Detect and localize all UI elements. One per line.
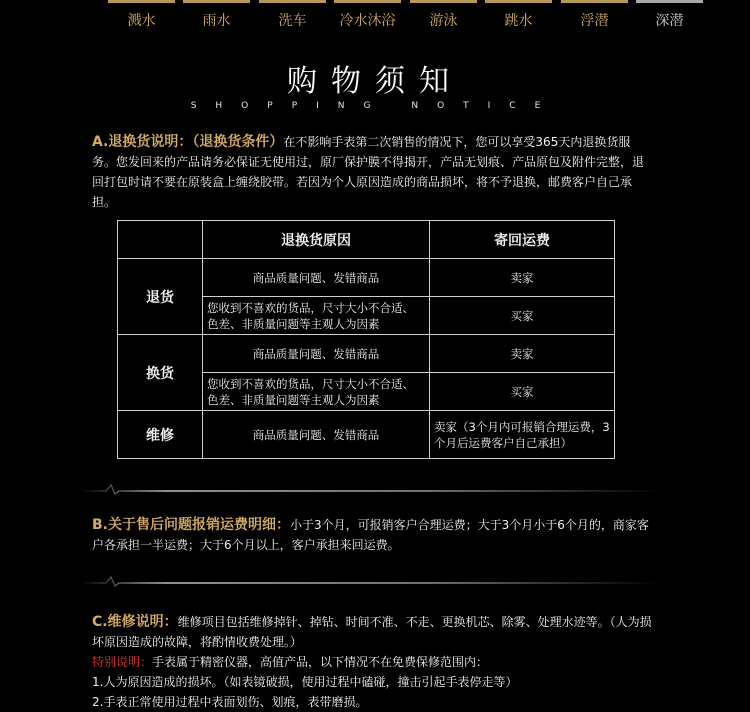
reason-cell: 商品质量问题、发错商品 — [203, 259, 430, 297]
page-subtitle: SHOPPING NOTICE — [190, 101, 560, 111]
section-c-heading: C.维修说明： — [92, 614, 178, 630]
shipping-cell: 卖家（3个月内可报销合理运费，3个月后运费客户自己承担） — [430, 411, 615, 459]
special-note-label: 特别说明： — [92, 655, 153, 669]
shipping-cell: 买家 — [430, 297, 615, 335]
table-row — [118, 411, 615, 459]
tab-label: 游泳 — [429, 13, 458, 29]
table-row — [118, 259, 615, 297]
reason-cell: 商品质量问题、发错商品 — [203, 335, 430, 373]
section-divider — [80, 482, 660, 496]
section-c-main — [92, 612, 652, 652]
section-divider — [80, 574, 660, 588]
exclusion-item-1: 1.人为原因造成的损坏。（如表镜破损，使用过程中磕碰，撞击引起手表停走等） — [92, 675, 518, 689]
row-group-exchange: 换货 — [118, 335, 203, 411]
exclusion-item-2: 2.手表正常使用过程中表面划伤、划痕，表带磨损。 — [92, 695, 368, 709]
special-note — [92, 652, 652, 672]
tab-dive[interactable] — [485, 0, 552, 30]
reason-cell: 商品质量问题、发错商品 — [203, 411, 430, 459]
section-a-text: 在不影响手表第二次销售的情况下，您可以享受365天内退换货服务。您发回来的产品请务必保证无使用过，原厂保护膜不得揭开，产品无划痕、产品原包及附件完整，退回打包时请不要在原装盒上缠绕胶带。若因为个人原因造成的商品损坏，将不予退换，邮费客户自己承担。 — [92, 135, 645, 209]
section-b-heading: B.关于售后问题报销运费明细： — [92, 517, 290, 533]
tab-label: 溅水 — [127, 13, 156, 29]
tab-label: 雨水 — [202, 13, 231, 29]
shipping-cell: 卖家 — [430, 335, 615, 373]
tab-label: 浮潜 — [580, 13, 609, 29]
return-policy-table — [117, 220, 615, 459]
table-row — [118, 335, 615, 373]
tab-label: 深潜 — [655, 13, 684, 29]
page-title: 购物须知 — [287, 64, 463, 99]
tab-snorkel[interactable] — [561, 0, 628, 30]
tab-cold-shower[interactable] — [334, 0, 401, 30]
category-tabs — [0, 0, 750, 40]
table-corner — [118, 221, 203, 259]
table-header-shipping: 寄回运费 — [430, 221, 615, 259]
section-a-heading: A.退换货说明：（退换货条件） — [92, 134, 284, 150]
tab-deep-dive[interactable] — [636, 0, 703, 30]
shipping-cell: 买家 — [430, 373, 615, 411]
section-b-text: 小于3个月，可报销客户合理运费；大于3个月小于6个月的，商家客户各承担一半运费；大于6个月以上，客户承担来回运费。 — [92, 518, 649, 552]
shipping-cell: 卖家 — [430, 259, 615, 297]
reason-cell: 您收到不喜欢的货品，尺寸大小不合适、色差、非质量问题等主观人为因素 — [203, 297, 430, 335]
row-group-repair: 维修 — [118, 411, 203, 459]
row-group-return: 退货 — [118, 259, 203, 335]
section-a — [92, 132, 652, 212]
reason-cell: 您收到不喜欢的货品，尺寸大小不合适、色差、非质量问题等主观人为因素 — [203, 373, 430, 411]
section-c — [92, 612, 652, 712]
tab-label: 洗车 — [278, 13, 307, 29]
tab-swim[interactable] — [410, 0, 477, 30]
table-header-reason: 退换货原因 — [203, 221, 430, 259]
section-c-text: 维修项目包括维修掉针、掉钻、时间不准、不走、更换机芯、除雾、处理水迹等。（人为损坏原因造成的故障，将酌情收费处理。） — [92, 615, 652, 649]
tab-label: 跳水 — [504, 13, 533, 29]
tab-carwash[interactable] — [259, 0, 326, 30]
tab-splash[interactable] — [108, 0, 175, 30]
section-b — [92, 515, 652, 555]
tab-label: 冷水沐浴 — [339, 13, 396, 29]
special-note-text: 手表属于精密仪器，高值产品，以下情况不在免费保修范围内： — [152, 655, 489, 669]
tab-rain[interactable] — [183, 0, 250, 30]
